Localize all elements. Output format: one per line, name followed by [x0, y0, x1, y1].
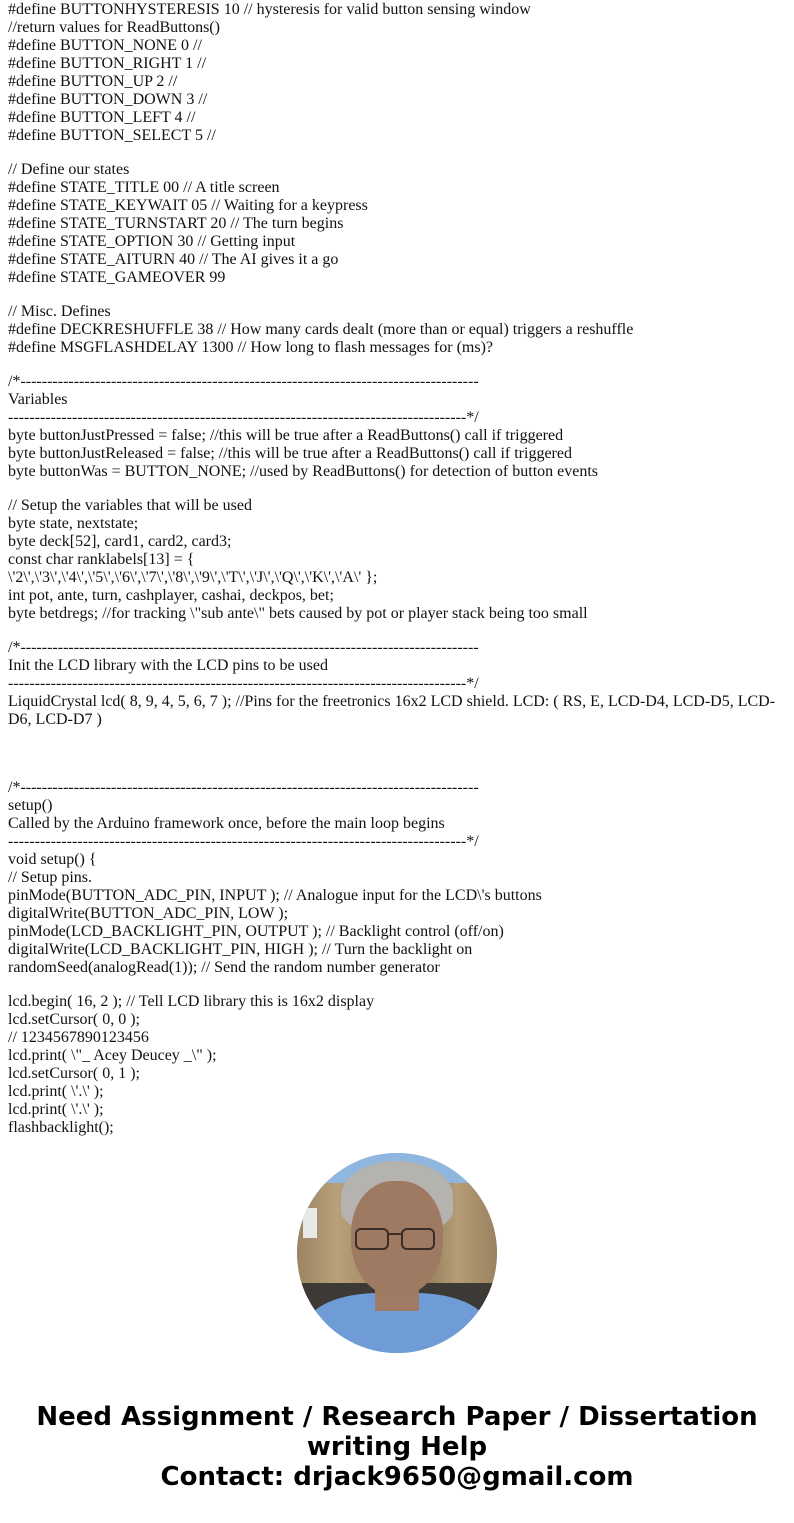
code-line: #define STATE_OPTION 30 // Getting input: [8, 233, 296, 250]
code-line: pinMode(BUTTON_ADC_PIN, INPUT ); // Analogue input for the LCD\'s buttons: [8, 887, 542, 904]
code-listing: [8, 1, 788, 1153]
code-line: #define STATE_TITLE 00 // A title screen: [8, 179, 280, 196]
code-line: //return values for ReadButtons(): [8, 19, 220, 36]
code-line: #define BUTTON_DOWN 3 //: [8, 91, 208, 108]
author-photo: [297, 1153, 497, 1353]
code-line: --------------------------------------------------------------------------------------*/: [8, 675, 479, 692]
code-line: #define BUTTON_RIGHT 1 //: [8, 55, 207, 72]
code-line: /*--------------------------------------------------------------------------------------: [8, 779, 479, 796]
code-line: // Misc. Defines: [8, 303, 111, 320]
code-line: lcd.setCursor( 0, 0 );: [8, 1011, 140, 1028]
code-line: #define STATE_AITURN 40 // The AI gives it a go: [8, 251, 339, 268]
state-defines-block: [8, 161, 788, 287]
code-line: #define BUTTON_NONE 0 //: [8, 37, 202, 54]
code-line: // Setup pins.: [8, 869, 93, 886]
code-line: #define STATE_GAMEOVER 99: [8, 269, 226, 286]
code-line: lcd.print( \'.\' );: [8, 1083, 104, 1100]
code-line: pinMode(LCD_BACKLIGHT_PIN, OUTPUT ); // Backlight control (off/on): [8, 923, 504, 940]
code-line: const char ranklabels[13] = {: [8, 551, 195, 568]
code-line: #define STATE_TURNSTART 20 // The turn begins: [8, 215, 344, 232]
lcd-print-block: [8, 993, 788, 1137]
code-line: LiquidCrystal lcd( 8, 9, 4, 5, 6, 7 ); //Pins for the freetronics 16x2 LCD shield. LCD: ( RS, E, LCD-D4, LCD-D5, LCD-D6, LCD-D7 ): [8, 693, 776, 728]
code-line: #define BUTTON_LEFT 4 //: [8, 109, 196, 126]
code-line: lcd.setCursor( 0, 1 );: [8, 1065, 140, 1082]
code-line: /*--------------------------------------------------------------------------------------: [8, 639, 479, 656]
code-line: randomSeed(analogRead(1)); // Send the random number generator: [8, 959, 440, 976]
code-line: int pot, ante, turn, cashplayer, cashai, deckpos, bet;: [8, 587, 334, 604]
code-line: // 1234567890123456: [8, 1029, 149, 1046]
code-line: byte buttonJustReleased = false; //this will be true after a ReadButtons() call if triggered: [8, 445, 572, 462]
code-line: byte buttonJustPressed = false; //this will be true after a ReadButtons() call if triggered: [8, 427, 564, 444]
code-line: // Define our states: [8, 161, 130, 178]
contact-email: Contact: drjack9650@gmail.com: [160, 1462, 634, 1492]
setup-variables-block: [8, 497, 788, 623]
code-line: #define STATE_KEYWAIT 05 // Waiting for a keypress: [8, 197, 368, 214]
code-line: setup(): [8, 797, 53, 814]
code-line: void setup() {: [8, 851, 97, 868]
code-line: byte buttonWas = BUTTON_NONE; //used by ReadButtons() for detection of button events: [8, 463, 599, 480]
lcd-init-block: [8, 639, 788, 729]
code-line: Called by the Arduino framework once, before the main loop begins: [8, 815, 445, 832]
code-line: Init the LCD library with the LCD pins to be used: [8, 657, 328, 674]
setup-function-block: [8, 779, 788, 977]
code-line: --------------------------------------------------------------------------------------*/: [8, 833, 479, 850]
spacer: [8, 745, 788, 779]
code-line: \'2\',\'3\',\'4\',\'5\',\'6\',\'7\',\'8\',\'9\',\'T\',\'J\',\'Q\',\'K\',\'A\' };: [8, 569, 378, 586]
glasses-icon: [355, 1228, 389, 1250]
code-line: digitalWrite(BUTTON_ADC_PIN, LOW );: [8, 905, 289, 922]
glasses-bridge: [389, 1233, 401, 1235]
code-line: --------------------------------------------------------------------------------------*/: [8, 409, 479, 426]
code-line: byte betdregs; //for tracking \"sub ante\" bets caused by pot or player stack being too small: [8, 605, 588, 622]
banner-headline: Need Assignment / Research Paper / Dissertation: [36, 1402, 758, 1432]
code-line: Variables: [8, 391, 68, 408]
code-line: #define DECKRESHUFFLE 38 // How many cards dealt (more than or equal) triggers a reshuffle: [8, 321, 634, 338]
code-line: #define MSGFLASHDELAY 1300 // How long to flash messages for (ms)?: [8, 339, 493, 356]
misc-defines-block: [8, 303, 788, 357]
variables-block: [8, 373, 788, 481]
code-line: #define BUTTON_SELECT 5 //: [8, 127, 216, 144]
code-line: flashbacklight();: [8, 1119, 114, 1136]
code-line: digitalWrite(LCD_BACKLIGHT_PIN, HIGH ); // Turn the backlight on: [8, 941, 473, 958]
code-line: lcd.begin( 16, 2 ); // Tell LCD library this is 16x2 display: [8, 993, 375, 1010]
banner-subline: writing Help: [306, 1432, 488, 1462]
code-line: #define BUTTONHYSTERESIS 10 // hysteresis for valid button sensing window: [8, 1, 531, 18]
code-line: #define BUTTON_UP 2 //: [8, 73, 178, 90]
button-defines-block: [8, 1, 788, 145]
code-line: /*--------------------------------------------------------------------------------------: [8, 373, 479, 390]
contact-banner: [0, 1402, 794, 1492]
glasses-icon: [401, 1228, 435, 1250]
code-line: byte deck[52], card1, card2, card3;: [8, 533, 232, 550]
code-line: // Setup the variables that will be used: [8, 497, 252, 514]
code-line: byte state, nextstate;: [8, 515, 139, 532]
photo-wall-switch: [303, 1208, 317, 1238]
code-line: lcd.print( \'.\' );: [8, 1101, 104, 1118]
code-line: lcd.print( \"_ Acey Deucey _\" );: [8, 1047, 217, 1064]
